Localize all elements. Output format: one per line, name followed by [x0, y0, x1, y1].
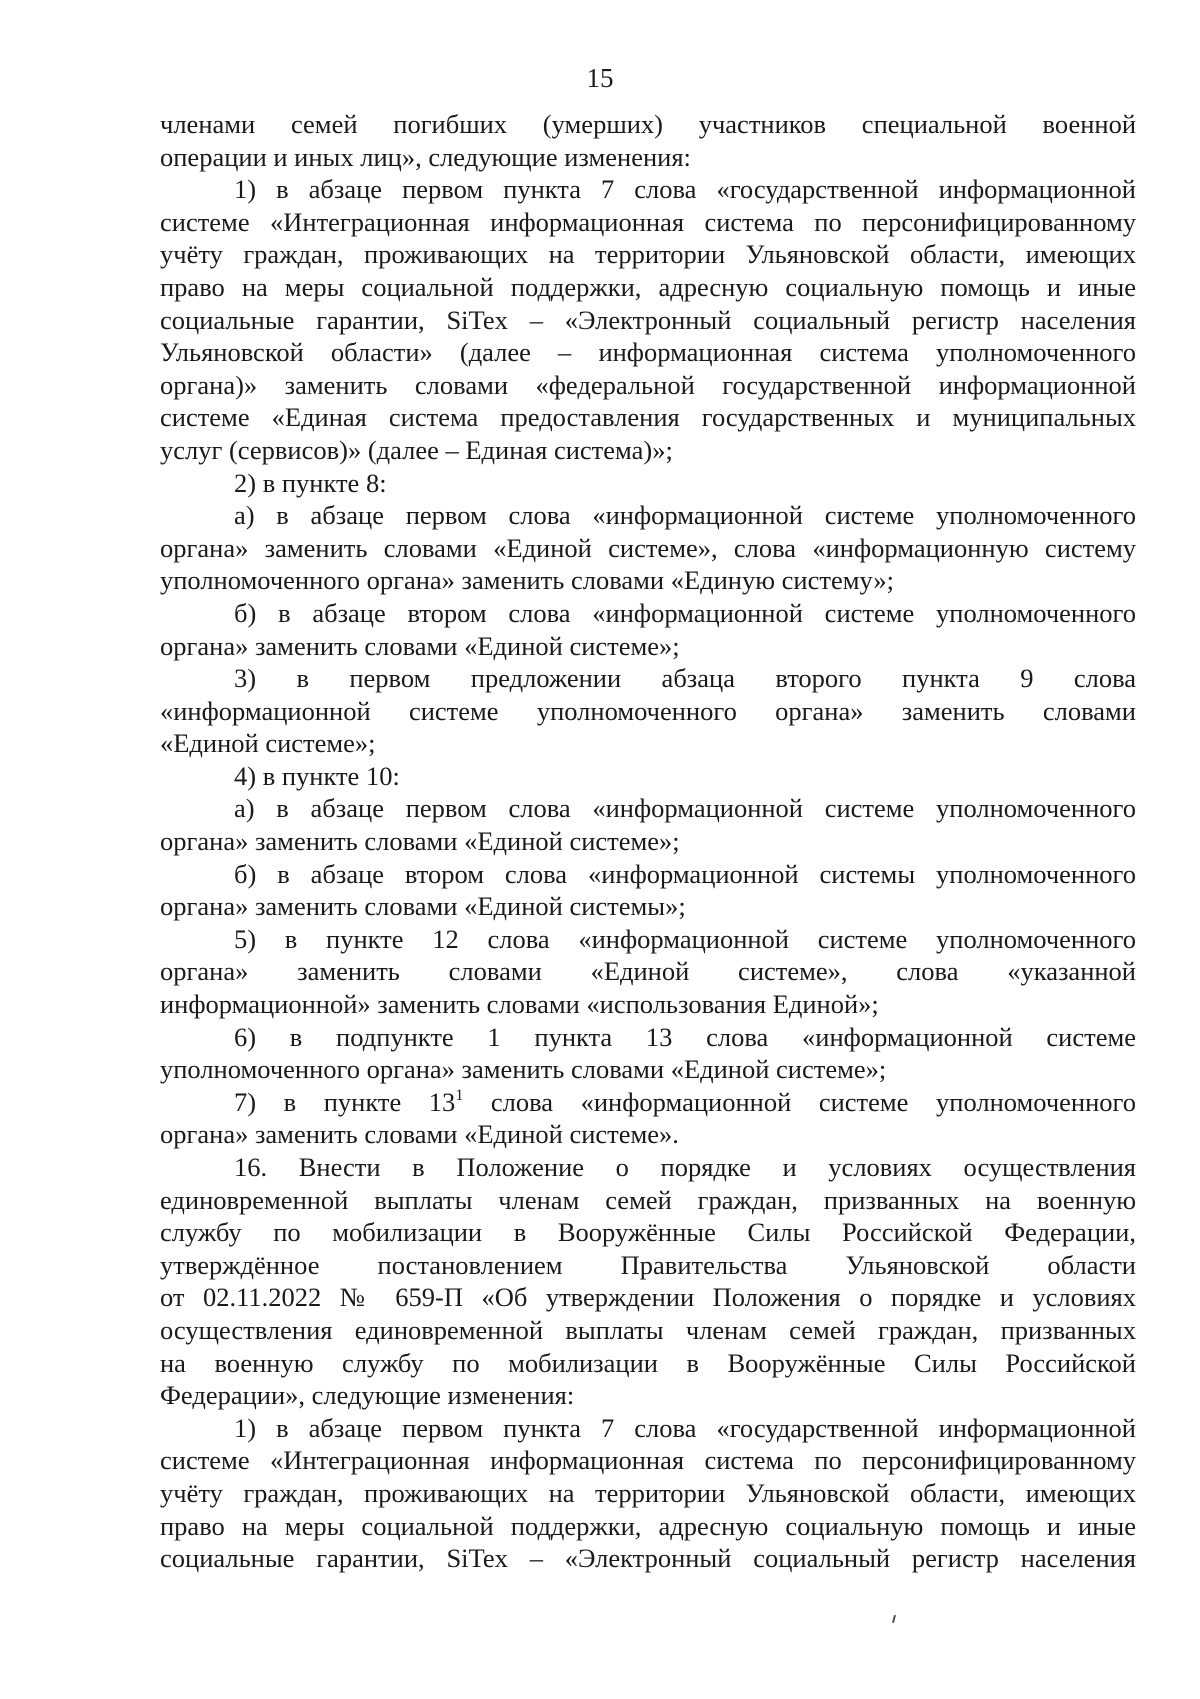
text-line: органа» заменить словами «Единой системе», слова «информационную систему [160, 532, 1136, 563]
text-line: 4) в пункте 10: [234, 760, 400, 791]
text-line: на военную службу по мобилизации в Вооружённые Силы Российской [160, 1347, 1136, 1378]
paragraph-item-6 [160, 1021, 1136, 1086]
text-line-with-superscript [160, 1086, 1136, 1119]
paragraph-continuation [160, 108, 1136, 173]
text-line: системе «Интеграционная информационная система по персонифицированному [160, 206, 1136, 237]
text-line: членами семей погибших (умерших) участников специальной военной [160, 109, 1136, 139]
text-line: системе «Интеграционная информационная система по персонифицированному [160, 1445, 1136, 1476]
text-line: органа» заменить словами «Единой системе»; [160, 826, 680, 857]
text-line: 6) в подпункте 1 пункта 13 слова «информационной системе [234, 1021, 1136, 1052]
text-line: услуг (сервисов)» (далее – Единая система)»; [160, 434, 673, 465]
text-line: 16. Внести в Положение о порядке и условиях осуществления [234, 1152, 1136, 1182]
text-line: уполномоченного органа» заменить словами «Единой системе»; [160, 1054, 887, 1085]
text-line: 5) в пункте 12 слова «информационной системе уполномоченного [234, 923, 1136, 954]
paragraph-subitem-a [160, 499, 1136, 597]
text-line: операции и иных лиц», следующие изменения: [160, 141, 691, 172]
text-line: б) в абзаце втором слова «информационной системы уполномоченного [234, 858, 1136, 889]
text-line: осуществления единовременной выплаты членам семей граждан, призванных [160, 1314, 1136, 1345]
document-body [160, 108, 1136, 1575]
paragraph-subitem-a [160, 792, 1136, 857]
paragraph-item-5 [160, 923, 1136, 1021]
paragraph-subitem-b [160, 858, 1136, 923]
text-line: единовременной выплаты членам семей граждан, призванных на военную [160, 1184, 1136, 1215]
text-line: 2) в пункте 8: [234, 467, 387, 498]
text-line: 1) в абзаце первом пункта 7 слова «государственной информационной [234, 174, 1136, 205]
text-line: от 02.11.2022 № 659-П «Об утверждении Положения о порядке и условиях [160, 1282, 1136, 1313]
text-line: органа» заменить словами «Единой системе». [160, 1119, 679, 1150]
text-line: 3) в первом предложении абзаца второго пункта 9 слова [234, 663, 1136, 694]
page-number: 15 [586, 63, 614, 93]
text-line: б) в абзаце втором слова «информационной системе уполномоченного [234, 597, 1136, 628]
text-line: право на меры социальной поддержки, адресную социальную помощь и иные [160, 271, 1136, 302]
text-line: учёту граждан, проживающих на территории Ульяновской области, имеющих [160, 239, 1136, 270]
text-line: а) в абзаце первом слова «информационной системе уполномоченного [234, 500, 1136, 531]
text-line: Федерации», следующие изменения: [160, 1380, 575, 1411]
text-line: органа» заменить словами «Единой системе»; [160, 630, 680, 661]
text-line: службу по мобилизации в Вооружённые Силы Российской Федерации, [160, 1217, 1136, 1248]
scan-speck [892, 1615, 896, 1623]
text-line: «информационной системе уполномоченного органа» заменить словами [160, 695, 1136, 726]
text-line: «Единой системе»; [160, 728, 376, 759]
superscript-mark: 1 [455, 1086, 464, 1104]
paragraph-item-3 [160, 662, 1136, 760]
text-line: информационной» заменить словами «использования Единой»; [160, 989, 879, 1020]
text-line: Ульяновской области» (далее – информационная система уполномоченного [160, 337, 1136, 368]
text-line: право на меры социальной поддержки, адресную социальную помощь и иные [160, 1510, 1136, 1541]
text-line: 1) в абзаце первом пункта 7 слова «государственной информационной [234, 1412, 1136, 1443]
paragraph-item-4 [160, 760, 1136, 793]
text-line: а) в абзаце первом слова «информационной системе уполномоченного [234, 793, 1136, 824]
text-line: утверждённое постановлением Правительства Ульяновской области [160, 1249, 1136, 1280]
paragraph-section-16 [160, 1151, 1136, 1412]
paragraph-subitem-b [160, 597, 1136, 662]
text-line: уполномоченного органа» заменить словами «Единую систему»; [160, 565, 895, 596]
paragraph-item-1 [160, 1412, 1136, 1575]
text-line: учёту граждан, проживающих на территории Ульяновской области, имеющих [160, 1477, 1136, 1508]
text-line: социальные гарантии, SiTex – «Электронный социальный регистр населения [160, 1543, 1136, 1574]
text-line: органа» заменить словами «Единой системе», слова «указанной [160, 956, 1136, 987]
paragraph-item-7 [160, 1086, 1136, 1151]
text-line: органа» заменить словами «Единой системы»; [160, 891, 686, 922]
text-fragment: 7) в пункте 13 [234, 1086, 456, 1117]
paragraph-item-2 [160, 467, 1136, 500]
text-line: социальные гарантии, SiTex – «Электронный социальный регистр населения [160, 304, 1136, 335]
text-line: органа)» заменить словами «федеральной государственной информационной [160, 369, 1136, 400]
paragraph-item-1 [160, 173, 1136, 466]
text-fragment: слова «информационной системе уполномоченного [463, 1086, 1136, 1117]
text-line: системе «Единая система предоставления государственных и муниципальных [160, 402, 1136, 433]
